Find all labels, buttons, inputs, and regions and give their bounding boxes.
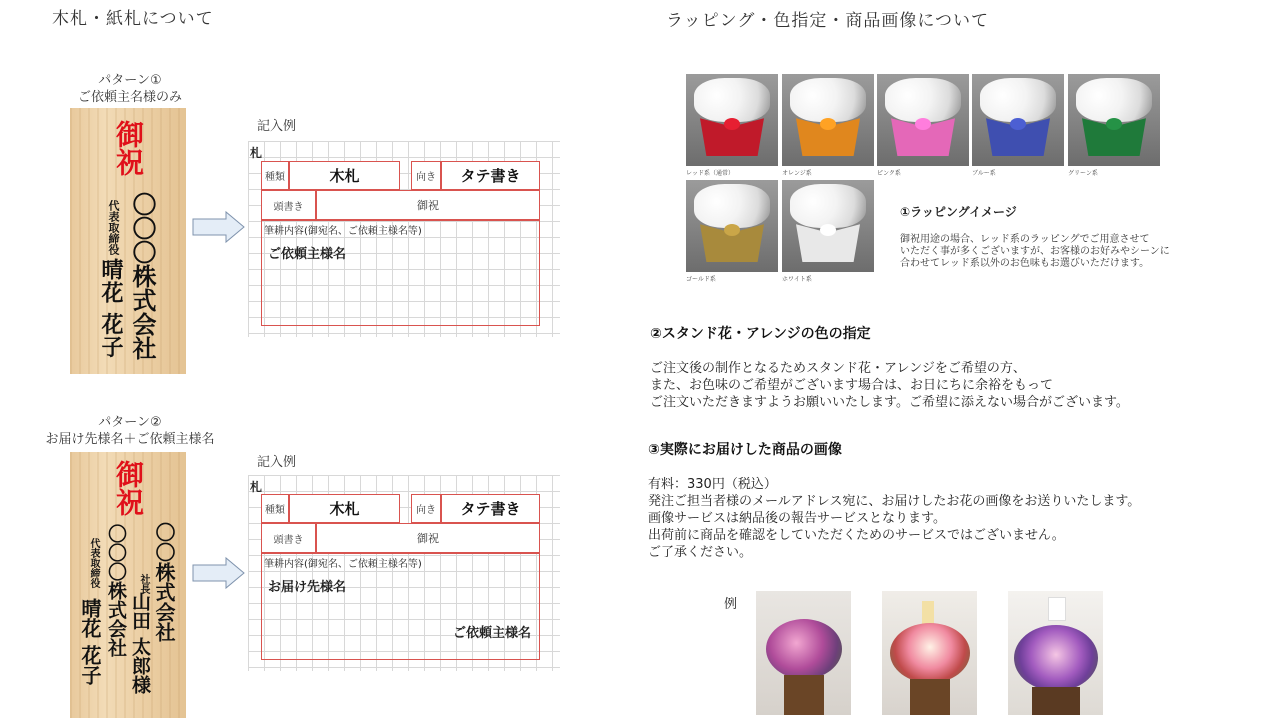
direction-value: タテ書き [441,161,540,190]
content-label: 筆耕内容(御宛名、ご依頼主様名等) [264,559,422,570]
product-image-line2: 発注ご担当者様のメールアドレス宛に、お届けしたお花の画像をお送りいたします。 [648,494,1141,509]
color-spec-line1: ご注文後の制作となるためスタンド花・アレンジをご希望の方、 [650,361,1026,376]
heading-value: 御祝 [316,190,540,220]
type-value: 木札 [289,494,400,523]
color-spec-line2: また、お色味のご希望がございます場合は、お日にちに余裕をもって [650,378,1054,393]
example-photo-1 [756,591,851,715]
tag2-sender-company: 〇〇〇株式会社 [105,524,127,657]
section-title-tags: 木札・紙札について [52,9,214,29]
product-image-body [648,476,1140,561]
arrow-right-icon [192,210,246,244]
product-image-line1: 有料：330円（税込） [648,477,777,492]
wrapping-photo [686,74,778,166]
wrapping-body [900,234,1170,270]
tag2-celebration: 御祝 [112,460,145,516]
pattern1-label-line2: ご依頼主名様のみ [77,90,182,105]
wrapping-photo-caption: ピンク系 [877,170,901,177]
content-line2: ご依頼主様名 [452,626,531,641]
direction-value: タテ書き [441,494,540,523]
wrapping-photo-caption: グリーン系 [1068,170,1098,177]
example-photo-3 [1008,591,1103,715]
tag2-sender-person: 晴花 花子 [78,598,102,685]
wrapping-heading: ①ラッピングイメージ [900,205,1017,219]
tag-celebration: 御祝 [112,120,145,176]
entry-form-1 [248,141,560,337]
tag-role: 代表取締役 [107,200,120,255]
color-spec-line3: ご注文いただきますようお願いいたします。ご希望に添えない場合がございます。 [650,395,1129,410]
pattern2-label-line1: パターン② [98,415,162,430]
content-box [261,220,540,326]
heading-value: 御祝 [316,523,540,553]
form-row-label: 札 [250,146,263,160]
example-photo-2 [882,591,977,715]
wrapping-photo [686,180,778,272]
section-title-wrapping: ラッピング・色指定・商品画像について [666,11,989,31]
tag-person: 晴花 花子 [98,258,124,359]
content-line1: お届け先様名 [268,580,347,595]
wrapping-photo-caption: レッド系（通常） [686,170,734,177]
pattern2-label [20,414,240,448]
example-label-photos: 例 [724,597,738,612]
wrapping-photo [1068,74,1160,166]
product-image-heading: ③実際にお届けした商品の画像 [648,442,842,458]
example-label-2: 記入例 [257,455,297,470]
pattern1-label [60,72,200,106]
direction-label: 向き [411,494,441,523]
example-label-1: 記入例 [257,119,297,134]
heading-label: 頭書き [261,523,316,553]
pattern1-label-line1: パターン① [98,73,162,88]
content-box [261,553,540,660]
content-line1: ご依頼主様名 [268,247,347,262]
form-row-label: 札 [250,480,263,494]
wrapping-photo-caption: ゴールド系 [686,276,716,283]
wooden-tag-pattern2 [70,452,186,718]
wrapping-photo-caption: オレンジ系 [782,170,812,177]
product-image-line4: 出荷前に商品を確認をしていただくためのサービスではございません。 [648,528,1065,543]
wrapping-photo [782,74,874,166]
wrapping-photo [782,180,874,272]
wrapping-photo [972,74,1064,166]
tag2-recipient-company: 〇〇株式会社 [152,522,176,642]
arrow-right-icon [192,556,246,590]
wrapping-photo [877,74,969,166]
wrapping-photo-caption: ブルー系 [972,170,996,177]
type-label: 種類 [261,494,289,523]
wrapping-body-line2: いただく事が多くございますが、お客様のお好みやシーンに [900,246,1170,257]
product-image-line5: ご了承ください。 [648,545,753,560]
content-label: 筆耕内容(御宛名、ご依頼主様名等) [264,226,422,237]
entry-form-2 [248,475,560,671]
wrapping-photo-caption: ホワイト系 [782,276,812,283]
product-image-line3: 画像サービスは納品後の報告サービスとなります。 [648,511,946,526]
tag2-recipient-role: 社長 [138,574,149,594]
tag-company: 〇〇〇株式会社 [128,192,157,360]
color-spec-heading: ②スタンド花・アレンジの色の指定 [650,326,871,342]
type-label: 種類 [261,161,289,190]
heading-label: 頭書き [261,190,316,220]
wrapping-body-line3: 合わせてレッド系以外のお色味もお選びいただけます。 [900,258,1150,269]
tag2-recipient-person: 山田 太郎様 [129,592,151,694]
wooden-tag-pattern1 [70,108,186,374]
type-value: 木札 [289,161,400,190]
direction-label: 向き [411,161,441,190]
pattern2-label-line2: お届け先様名＋ご依頼主様名 [45,432,215,447]
tag2-sender-role: 代表取締役 [88,538,99,588]
wrapping-body-line1: 御祝用途の場合、レッド系のラッピングでご用意させて [900,234,1150,245]
color-spec-body [650,360,1129,411]
